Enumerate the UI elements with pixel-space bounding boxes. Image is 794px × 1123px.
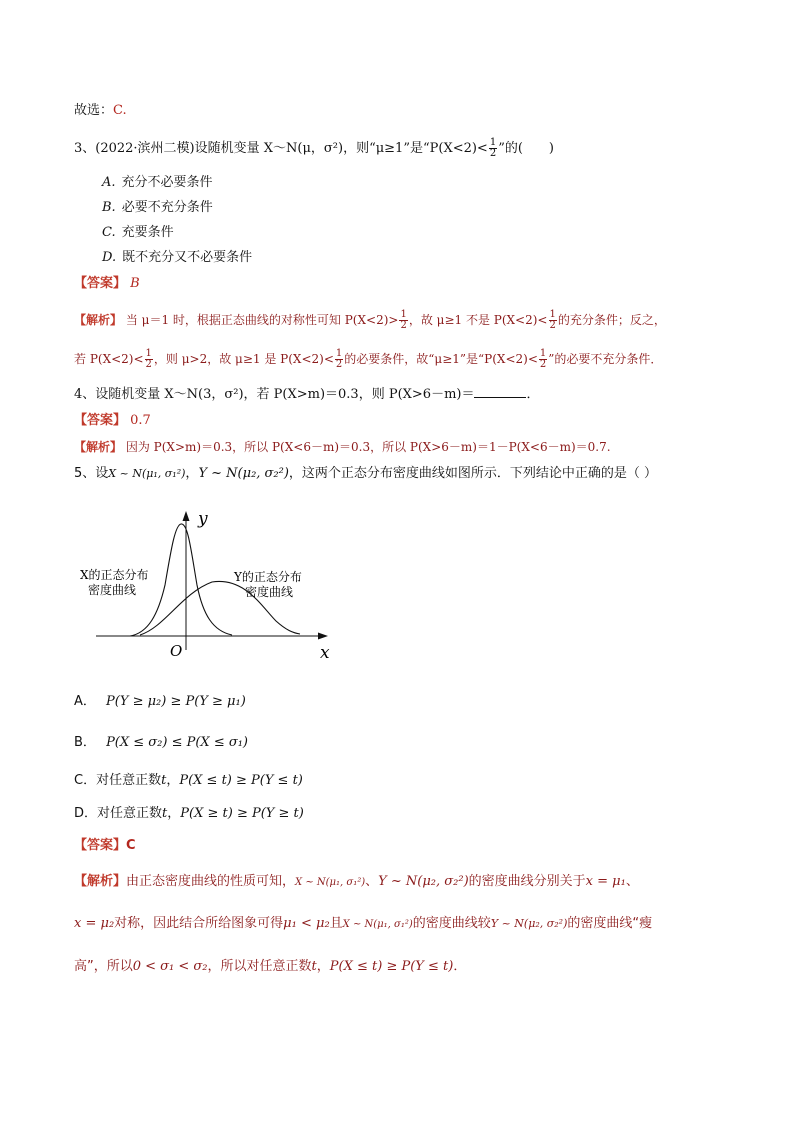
half-fraction [145,349,153,370]
q3-stem-text-b: ”的( ) [498,141,554,156]
q3-option-b [102,198,213,218]
solution-text: 的必要条件，故“μ≥1”是“P(X<2)< [344,352,538,366]
solution-math: X ~ N(μ₁, σ₁²) [342,919,413,930]
solution-text: ，故 μ≥1 不是 P(X<2)< [408,313,548,327]
answer-blank [474,385,526,398]
solution-math: X ~ N(μ₁, σ₁²) [295,877,366,888]
solution-text: 对称，因此结合所给图象可得 [114,916,284,931]
half-fraction [549,310,557,331]
x-curve-label-line-2: 密度曲线 [88,583,137,597]
q5-option-d [74,804,304,824]
frac-num: 1 [549,309,556,320]
q3-option-d [102,248,252,268]
q5-stem-x-dist: X ~ N(μ₁, σ₁²) [108,467,186,480]
q3-stem [74,138,554,159]
frac-num: 1 [335,348,343,359]
solution-text: ”的必要不充分条件． [548,352,663,366]
half-fraction [399,310,407,331]
solution-text: ， [316,959,330,974]
answer-tag: 【答案】 [74,413,127,428]
y-axis-arrow [183,511,190,521]
solution-text: ，所以对任意正数 [207,959,312,974]
half-fraction [335,349,343,370]
q3-option-c [102,223,174,243]
solution-text: 由正态密度曲线的性质可知， [126,874,296,889]
option-sep: ， [167,806,181,821]
solution-math: Y ~ N(μ₂, σ₂²) [490,917,568,930]
solution-math: 0 < σ₁ < σ₂ [132,959,208,974]
y-axis-label: y [198,509,208,529]
q3-answer [74,274,140,294]
answer-value: C [126,838,136,853]
normal-distribution-figure [70,505,340,665]
solution-math: x = μ₁ [585,874,626,889]
option-text: 必要不充分条件 [121,200,213,215]
y-curve-label-line-2: 密度曲线 [245,585,294,599]
x-axis-label: x [320,643,330,663]
q5-stem-text-a: 5、设 [74,466,109,481]
q5-option-c [74,771,303,791]
solution-text: 高”，所以 [74,959,133,974]
option-prefix: 对任意正数 [97,806,163,821]
option-letter: A． [74,694,96,709]
q5-option-b [74,733,248,753]
frac-num: 1 [145,348,152,359]
option-letter: C． [74,773,97,788]
q5-solution-line-2 [74,914,652,935]
option-var: t [161,773,167,788]
solution-text: ． [453,959,467,974]
q5-solution-line-1 [74,872,639,893]
solution-text: 的密度曲线“瘦 [567,916,653,931]
option-var: t [162,806,168,821]
q3-stem-text-a: 3、(2022·滨州二模)设随机变量 X～N(μ，σ²)，则“μ≥1”是“P(X<2)< [74,141,488,156]
q3-solution-line-2 [74,349,662,370]
q3-stem-fraction [489,138,497,159]
q5-stem-sep: ， [185,466,199,481]
option-letter: D． [74,806,98,821]
frac-den: 2 [335,359,343,370]
solution-text: 的密度曲线分别关于 [468,874,586,889]
origin-label: O [170,642,183,660]
option-letter: B. [102,200,116,215]
q3-frac-num: 1 [489,137,497,148]
solution-tag: 【解析】 [74,874,127,889]
option-text: 既不充分又不必要条件 [122,250,253,265]
answer-tag: 【答案】 [74,838,127,853]
option-text: P(X ≤ t) ≥ P(Y ≤ t) [179,773,303,788]
option-letter: A. [102,175,116,190]
solution-text: 若 P(X<2)< [74,352,144,366]
solution-tag: 【解析】 [74,440,123,454]
solution-text: 的密度曲线较 [412,916,491,931]
q5-stem-text-b: ，这两个正态分布密度曲线如图所示．下列结论中正确的是（ ） [288,466,658,481]
frac-den: 2 [549,320,556,331]
solution-math: P(X ≤ t) ≥ P(Y ≤ t) [329,959,454,974]
answer-value: B [130,276,140,291]
q3-frac-den: 2 [489,148,497,159]
option-letter: D. [102,250,117,265]
q3-option-a [102,173,213,193]
q5-option-a [74,692,246,712]
option-text: P(X ≤ σ₂) ≤ P(X ≤ σ₁) [106,735,248,750]
q5-solution-line-3 [74,957,466,977]
frac-den: 2 [400,320,407,331]
q4-solution [74,437,611,457]
frac-den: 2 [145,359,152,370]
y-curve-label-line-1: Y的正态分布 [234,570,302,584]
q3-solution-line-1 [74,310,666,331]
solution-text: 的充分条件；反之， [557,313,666,327]
half-fraction [539,349,547,370]
q4-stem-end: ． [526,387,540,402]
solution-text: ，则 μ>2，故 μ≥1 是 P(X<2)< [153,352,334,366]
solution-text: 当 μ＝1 时，根据正态曲线的对称性可知 P(X<2)> [125,313,399,327]
solution-math: x = μ₂ [74,916,115,931]
option-text: 充要条件 [121,225,174,240]
option-letter: C. [102,225,116,240]
x-axis-arrow [318,633,328,640]
frac-num: 1 [400,309,407,320]
previous-answer-value: C. [113,103,127,118]
x-curve-label-line-1: X的正态分布 [80,568,149,582]
q5-stem [74,464,657,484]
option-sep: ， [166,773,180,788]
solution-text: 、 [625,874,639,889]
option-text: P(Y ≥ μ₂) ≥ P(Y ≥ μ₁) [106,694,246,709]
option-prefix: 对任意正数 [96,773,162,788]
q4-stem-text: 4、设随机变量 X～N(3，σ²)，若 P(X>m)＝0.3，则 P(X>6－m)＝ [74,387,475,402]
answer-tag: 【答案】 [74,276,127,291]
solution-text: 、 [365,874,379,889]
previous-answer-line [74,101,127,121]
previous-answer-prefix: 故选： [74,103,114,118]
option-text: 充分不必要条件 [121,175,213,190]
option-letter: B． [74,735,96,750]
solution-text: 且 [329,916,343,931]
q5-stem-y-dist: Y ~ N(μ₂, σ₂²) [198,466,289,481]
solution-math: μ₁ < μ₂ [283,916,330,931]
solution-text: 因为 P(X>m)＝0.3，所以 P(X<6－m)＝0.3，所以 P(X>6－m)＝1－P(X<6－m)＝0.7. [125,440,611,454]
frac-den: 2 [539,359,547,370]
frac-num: 1 [539,348,547,359]
solution-tag: 【解析】 [74,313,123,327]
answer-value: 0.7 [130,413,151,428]
solution-math: t [311,959,317,974]
q4-stem [74,385,540,405]
q5-answer [74,836,136,856]
option-text: P(X ≥ t) ≥ P(Y ≥ t) [180,806,304,821]
q4-answer [74,411,151,431]
solution-math: Y ~ N(μ₂, σ₂²) [378,874,469,889]
